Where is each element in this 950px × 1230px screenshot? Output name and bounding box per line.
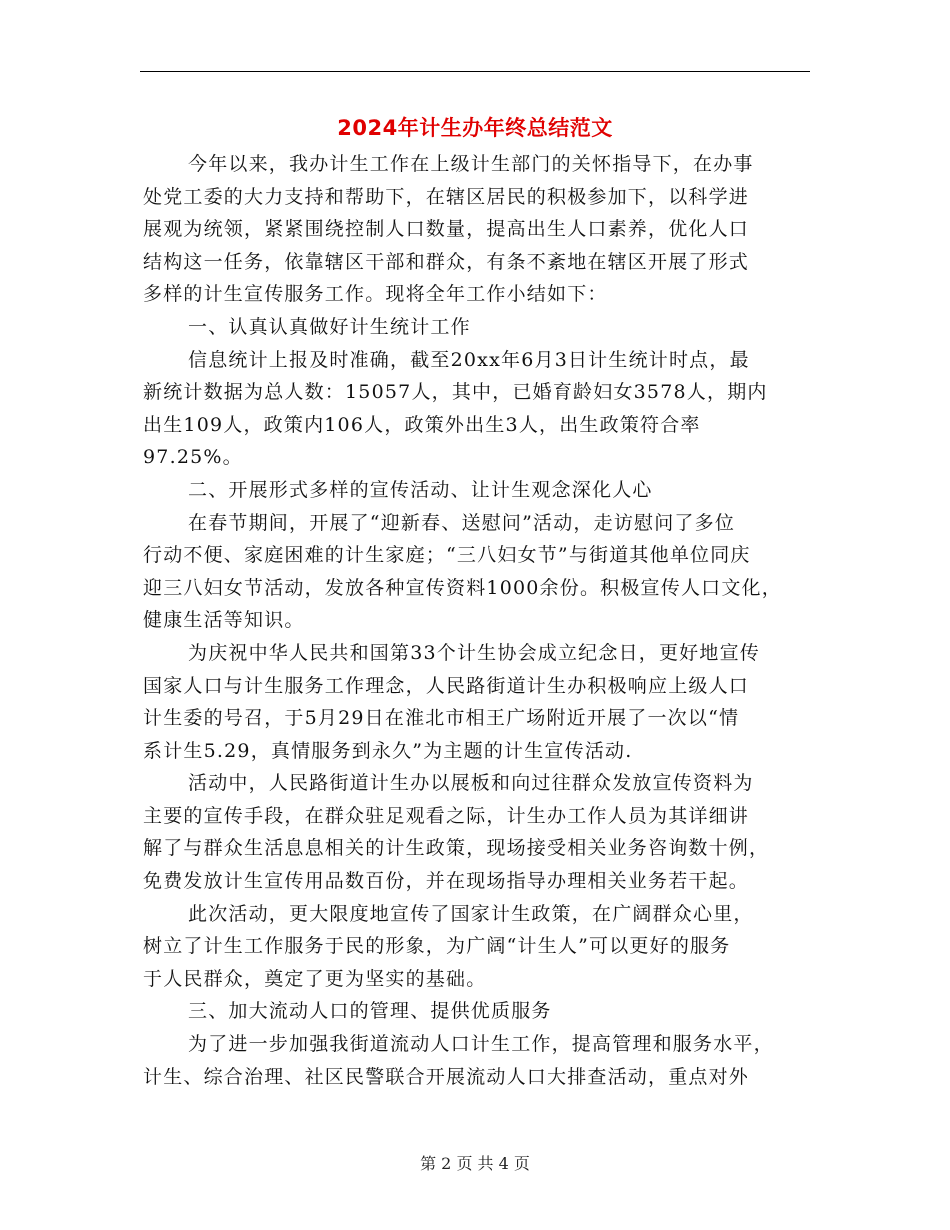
paragraph-line: 出生109人，政策内106人，政策外出生3人，出生政策符合率 [143,413,701,436]
paragraph-line: 展观为统领，紧紧围绕控制人口数量，提高出生人口素养，优化人口 [143,218,750,241]
paragraph-line: 97.25%。 [143,446,243,469]
paragraph-first-line: 信息统计上报及时准确，截至20xx年6月3日计生统计时点，最 [188,348,750,371]
paragraph-line: 树立了计生工作服务于民的形象，为广阔“计生人”可以更好的服务 [143,935,731,958]
paragraph-line: 于人民群众，奠定了更为坚实的基础。 [143,967,487,990]
paragraph-line: 健康生活等知识。 [143,609,305,632]
paragraph-line: 主要的宣传手段，在群众驻足观看之际，计生办工作人员为其详细讲 [143,804,750,827]
paragraph-first-line: 为庆祝中华人民共和国第33个计生协会成立纪念日，更好地宣传 [188,641,760,664]
paragraph-line: 计生、综合治理、社区民警联合开展流动人口大排查活动，重点对外 [143,1065,750,1088]
paragraph-line: 免费发放计生宣传用品数百份，并在现场指导办理相关业务若干起。 [143,870,750,893]
paragraph-line: 行动不便、家庭困难的计生家庭；“三八妇女节”与街道其他单位同庆 [143,544,751,567]
paragraph-line: 新统计数据为总人数：15057人，其中，已婚育龄妇女3578人，期内 [143,381,768,404]
paragraph-first-line: 一、认真认真做好计生统计工作 [188,315,471,338]
paragraph-line: 处党工委的大力支持和帮助下，在辖区居民的积极参加下，以科学进 [143,185,750,208]
paragraph-line: 多样的计生宣传服务工作。现将全年工作小结如下： [143,283,608,306]
paragraph-first-line: 三、加大流动人口的管理、提供优质服务 [188,1000,552,1023]
paragraph-first-line: 在春节期间，开展了“迎新春、送慰问”活动，走访慰问了多位 [188,511,736,534]
paragraph-line: 结构这一任务，依靠辖区干部和群众，有条不紊地在辖区开展了形式 [143,250,750,273]
paragraph-line: 计生委的号召，于5月29日在淮北市相王广场附近开展了一次以“情 [143,707,740,730]
paragraph-first-line: 此次活动，更大限度地宣传了国家计生政策，在广阔群众心里， [188,902,754,925]
paragraph-line: 解了与群众生活息息相关的计生政策，现场接受相关业务咨询数十例， [143,837,770,860]
header-rule [140,71,810,72]
page-footer: 第 2 页 共 4 页 [420,1154,530,1173]
paragraph-first-line: 今年以来，我办计生工作在上级计生部门的关怀指导下，在办事 [188,153,754,175]
document-body [143,148,813,1093]
paragraph-line: 系计生5.29，真情服务到永久”为主题的计生宣传活动. [143,739,633,762]
document-title: 2024年计生办年终总结范文 [337,116,613,140]
paragraph-first-line: 为了进一步加强我街道流动人口计生工作，提高管理和服务水平， [188,1033,774,1056]
paragraph-line: 迎三八妇女节活动，发放各种宣传资料1000余份。积极宣传人口文化， [143,576,782,599]
paragraph-first-line: 活动中，人民路街道计生办以展板和向过往群众发放宣传资料为 [188,772,754,795]
paragraph-first-line: 二、开展形式多样的宣传活动、让计生观念深化人心 [188,478,653,501]
paragraph-line: 国家人口与计生服务工作理念，人民路街道计生办积极响应上级人口 [143,674,750,697]
